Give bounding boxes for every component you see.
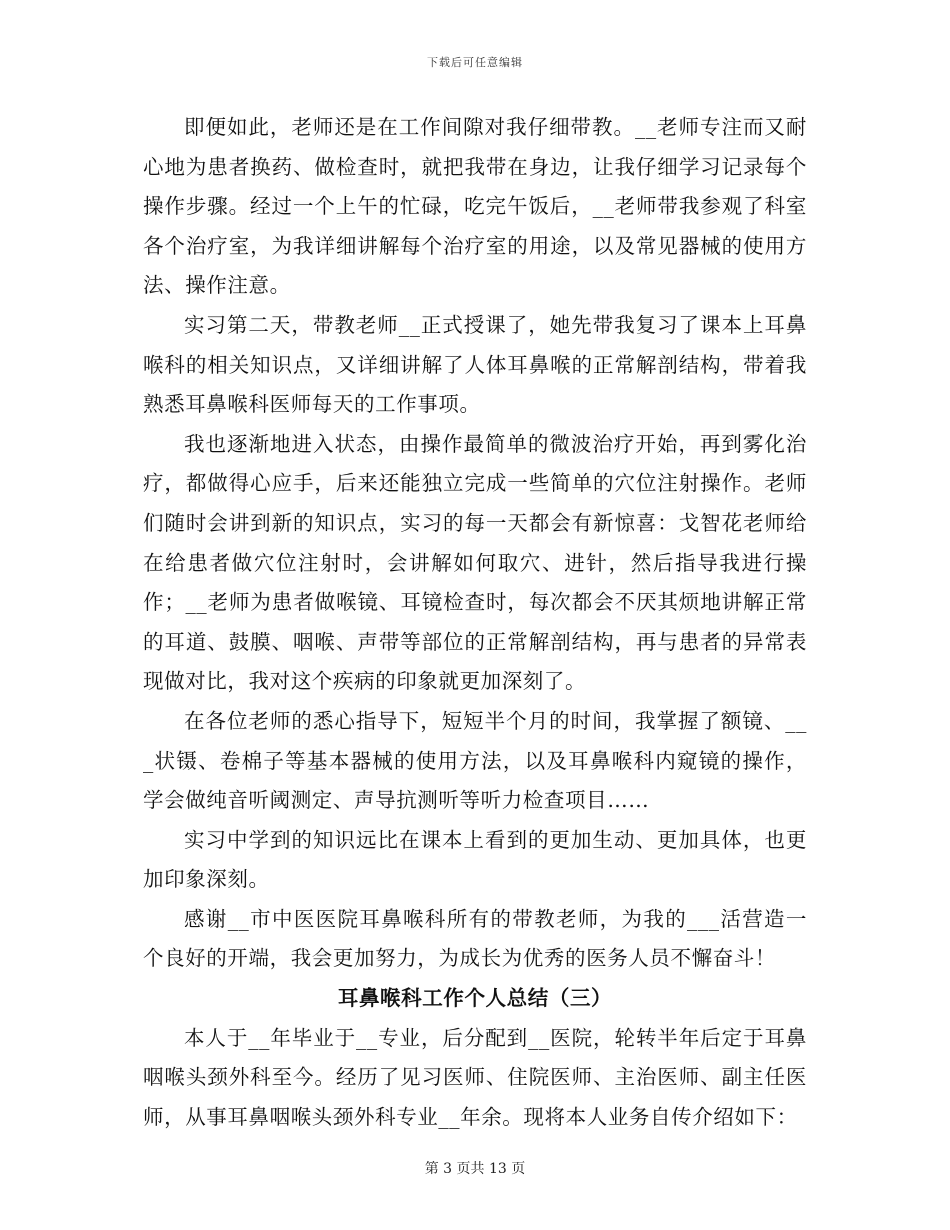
paragraph: 在各位老师的悉心指导下，短短半个月的时间，我掌握了额镜、___状镊、卷棉子等基本器械的使用方法，以及耳鼻喉科内窥镜的操作，学会做纯音听阈测定、声导抗测听等听力检查项目……: [143, 708, 807, 813]
paragraph: 实习中学到的知识远比在课本上看到的更加生动、更加具体，也更加印象深刻。: [143, 827, 807, 892]
paragraph: 实习第二天，带教老师__正式授课了，她先带我复习了课本上耳鼻喉科的相关知识点，又详细讲解了人体耳鼻喉的正常解剖结构，带着我熟悉耳鼻喉科医师每天的工作事项。: [143, 312, 807, 417]
paragraph: 感谢__市中医医院耳鼻喉科所有的带教老师，为我的___活营造一个良好的开端，我会更加努力，为成长为优秀的医务人员不懈奋斗！: [143, 906, 807, 971]
section-heading: 耳鼻喉科工作个人总结（三）: [337, 986, 613, 1011]
paragraph: 即便如此，老师还是在工作间隙对我仔细带教。__老师专注而又耐心地为患者换药、做检查时，就把我带在身边，让我仔细学习记录每个操作步骤。经过一个上午的忙碌，吃完午饭后，__老师带我参观了科室各个治疗室，为我详细讲解每个治疗室的用途，以及常见器械的使用方法、操作注意。: [143, 115, 807, 298]
page-number: 第 3 页共 13 页: [424, 1161, 526, 1177]
page-header: 下载后可任意编辑: [427, 56, 523, 69]
paragraph: 本人于__年毕业于__专业，后分配到__医院，轮转半年后定于耳鼻咽喉头颈外科至今。经历了见习医师、住院医师、主治医师、副主任医师，从事耳鼻咽喉头颈外科专业__年余。现将本人业务自传介绍如下：: [143, 1025, 807, 1129]
paragraph: 我也逐渐地进入状态，由操作最简单的微波治疗开始，再到雾化治疗，都做得心应手，后来还能独立完成一些简单的穴位注射操作。老师们随时会讲到新的知识点，实习的每一天都会有新惊喜：戈智花老师给在给患者做穴位注射时，会讲解如何取穴、进针，然后指导我进行操作；__老师为患者做喉镜、耳镜检查时，每次都会不厌其烦地讲解正常的耳道、鼓膜、咽喉、声带等部位的正常解剖结构，再与患者的异常表现做对比，我对这个疾病的印象就更加深刻了。: [143, 431, 807, 694]
document-body: [143, 108, 807, 1137]
